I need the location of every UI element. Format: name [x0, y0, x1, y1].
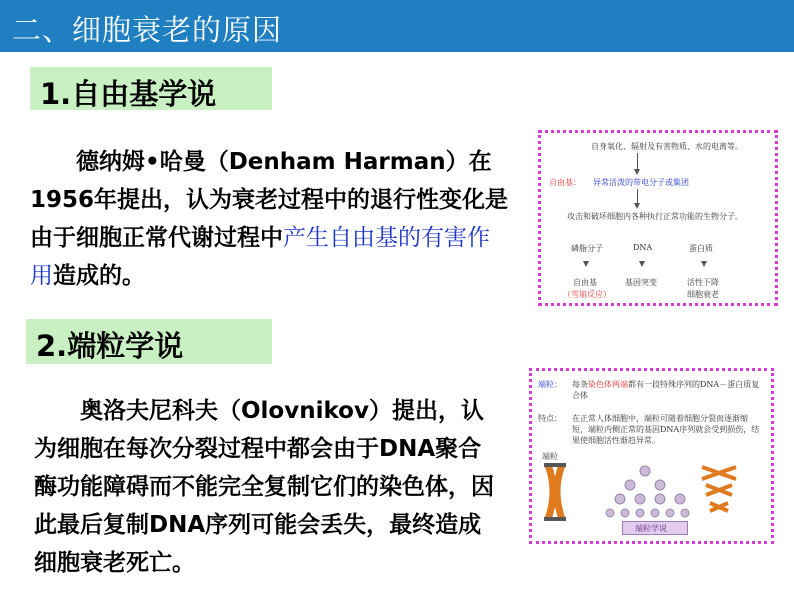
arrow-icon: [639, 261, 645, 267]
caption-box: [622, 521, 688, 535]
heading-text: 2.端粒学说: [36, 329, 184, 363]
desc-b: 都有一段特殊序列的DNA－蛋白质复合体: [572, 380, 760, 400]
target-dna: DNA: [633, 243, 653, 252]
result-radical: 自由基: [573, 278, 597, 287]
feature-description: 在正常人体细胞中，端粒可随着细胞分裂而逐渐缩短，端粒内侧正常的基因DNA序列就会受到损伤，结果使细胞活性渐趋异常。: [572, 414, 760, 445]
paragraph-text: 奥洛夫尼科夫（Olovnikov）提出，认为细胞在每次分裂过程中都会由于DNA聚合酶功能障碍而不能完全复制它们的染色体，因此最后复制DNA序列可能会丢失，最终造成细胞衰老死亡。: [34, 398, 494, 576]
telomere-paragraph: [34, 392, 504, 582]
radical-description: 异常活泼的带电分子或集团: [593, 178, 689, 187]
telomere-illustration: [540, 463, 766, 523]
page-title: 二、细胞衰老的原因: [12, 13, 283, 47]
desc-a: 每条: [572, 380, 588, 389]
heading-text: 1.自由基学说: [40, 77, 217, 111]
attack-text: 攻击和破坏细胞内各种执行正常功能的生物分子。: [567, 212, 743, 221]
arrow-icon: [634, 169, 640, 175]
section-heading-free-radical: [30, 67, 272, 110]
aging-note: 细胞衰老: [687, 290, 719, 299]
telomere-label: 端粒：: [538, 380, 562, 389]
free-radical-paragraph: [30, 143, 510, 295]
target-lipid: 磷脂分子: [571, 244, 603, 253]
diagram-top-text: 自身氧化、辐射及有害物质、水的电离等。: [591, 142, 743, 151]
target-protein: 蛋白质: [689, 244, 713, 253]
paragraph-text-b: 造成的。: [53, 263, 145, 289]
arrow-icon: [634, 203, 640, 209]
result-activity: 活性下降: [687, 278, 719, 287]
shortening-chromosome-icons: [702, 467, 736, 511]
arrow-icon: [701, 261, 707, 267]
chromosome-icon: [544, 463, 566, 521]
feature-label: 特点：: [538, 414, 562, 423]
highlight-text: 产生自由基的有害作用: [30, 225, 490, 289]
arrow-icon: [583, 261, 589, 267]
radical-label: 自由基：: [549, 178, 581, 187]
telomere-diagram: [529, 368, 774, 544]
caption-text: 端粒学说: [635, 524, 667, 533]
section-heading-telomere: [26, 319, 272, 364]
chromosome-label: 端粒: [542, 452, 558, 461]
paragraph-text-a: 德纳姆•哈曼（Denham Harman）在1956年提出，认为衰老过程中的退行性变化是由于细胞正常代谢过程中: [30, 149, 509, 251]
telomere-description: [572, 379, 762, 401]
avalanche-note: （雪崩反应）: [563, 290, 611, 299]
desc-red: 染色体两端: [588, 380, 628, 389]
free-radical-diagram: [538, 130, 778, 306]
result-mutation: 基因突变: [625, 278, 657, 287]
title-bar: [0, 0, 794, 52]
cell-division-tree-icon: [606, 466, 689, 517]
